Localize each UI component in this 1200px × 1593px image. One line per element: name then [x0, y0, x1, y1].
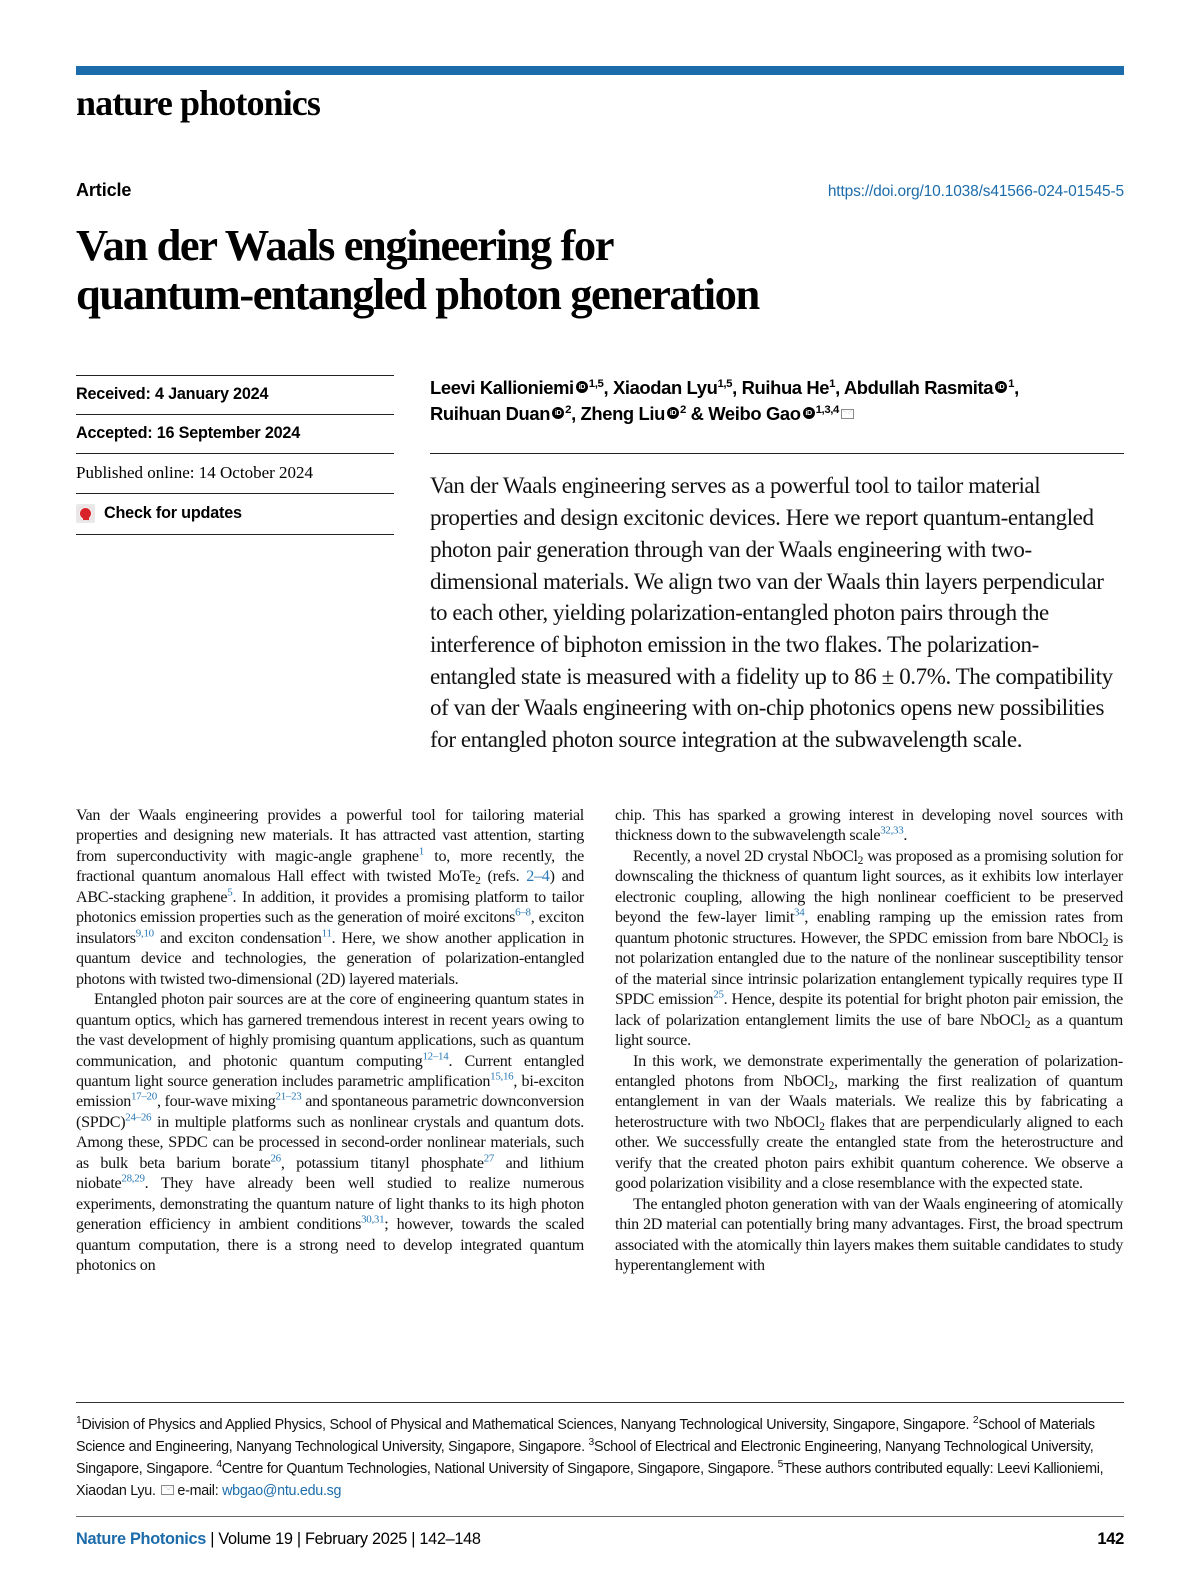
text-run: , four-wave mixing: [156, 1093, 276, 1111]
text-run: Recently, a novel 2D crystal NbOCl: [633, 847, 858, 865]
footer-journal-name: Nature Photonics: [76, 1530, 206, 1548]
body-column-right: [615, 806, 1123, 1277]
text-run: and exciton condensation: [153, 929, 322, 947]
reference-marker[interactable]: 15,16: [490, 1070, 514, 1083]
text-run: .: [903, 827, 908, 845]
text-run: to, more recently, the fractional quantum anomalous Hall effect with twisted MoTe: [76, 847, 584, 886]
abstract-divider: [430, 453, 1124, 454]
footer-citation: [76, 1530, 481, 1549]
reference-marker[interactable]: 26: [270, 1152, 281, 1165]
text-run: in multiple platforms such as nonlinear crystals and quantum dots. Among these, SPDC can be processed in second-order nonlinear materials, such as bulk beta barium borate: [76, 1113, 584, 1172]
reference-marker[interactable]: 5: [227, 886, 233, 899]
reference-marker[interactable]: 28,29: [121, 1173, 145, 1185]
text-run: as a quantum light source.: [615, 1011, 1123, 1050]
text-run: and lithium niobate: [76, 1154, 585, 1193]
email-envelope-icon: [161, 1485, 174, 1495]
email-label: e-mail:: [177, 1483, 223, 1500]
text-run: , enabling ramping up the emission rates from quantum photonic structures. However, the SPDC emission from bare NbOCl: [615, 909, 1123, 947]
article-header-row: [76, 180, 1124, 201]
reference-marker[interactable]: 34: [794, 906, 805, 919]
text-run: In this work, we demonstrate experimentally the generation of polarization-entangled photons from NbOCl: [615, 1052, 1123, 1091]
reference-marker[interactable]: 9,10: [135, 927, 154, 940]
page-footer: [76, 1516, 1124, 1549]
orcid-icon[interactable]: [667, 407, 679, 419]
journal-masthead: nature photonics: [76, 83, 320, 123]
subscript: 2: [828, 1078, 834, 1092]
title-line-2: quantum-entangled photon generation: [76, 269, 759, 320]
author-affil-marker: 1,3,4: [815, 403, 840, 416]
paragraph: [615, 806, 1123, 847]
published-date: Published online: 14 October 2024: [76, 453, 394, 493]
author-affil-marker: 1: [829, 377, 836, 390]
authors-abstract-panel: [430, 375, 1124, 756]
orcid-icon[interactable]: [576, 381, 588, 393]
text-run: was proposed as a promising solution for downscaling the thickness of quantum light sources, as it exhibits low interlayer electronic coupling, allowing the high nonlinear coefficient to be preserved beyond the few-layer limit: [615, 847, 1123, 927]
reference-marker[interactable]: 11: [321, 927, 332, 940]
footer-divider: [76, 1516, 1124, 1517]
paragraph: [615, 847, 1123, 1052]
text-run: chip. This has sparked a growing interest in developing novel sources with thickness down to the subwavelength scale: [615, 806, 1123, 845]
text-run: . Here, we show another application in quantum device and technologies, the generation of polarization-entangled photons with twisted two-dimensional (2D) layered materials.: [76, 929, 584, 988]
author-name: , Zheng Liu: [571, 402, 665, 424]
body-columns: [76, 806, 1124, 1277]
affiliations-text: [76, 1414, 1124, 1502]
text-run: . Hence, despite its potential for bright photon pair emission, the lack of polarization entanglement limits the use of bare NbOCl: [615, 991, 1123, 1029]
page-number: 142: [1097, 1530, 1124, 1548]
check-for-updates-label: Check for updates: [104, 503, 242, 522]
text-run: is not polarization entangled due to the nature of the nonlinear susceptibility tensor of the material since intrinsic polarization entanglement typically requires type II SPDC emission: [615, 929, 1124, 1009]
author-affil-marker: 2: [565, 403, 572, 416]
affiliation-marker: 3: [588, 1437, 594, 1449]
author-affil-marker: 2: [679, 403, 686, 416]
text-run: . In addition, it provides a promising platform to tailor photonics emission properties such as the generation of moiré excitons: [76, 888, 584, 927]
article-type-label: Article: [76, 180, 132, 200]
author-name: Leevi Kallioniemi: [430, 376, 574, 398]
text-run: ) and ABC-stacking graphene: [76, 868, 584, 906]
received-date: Received: 4 January 2024: [76, 375, 394, 414]
author-affil-marker: 1,5: [717, 377, 733, 390]
accepted-date: Accepted: 16 September 2024: [76, 414, 394, 453]
subscript: 2: [475, 874, 481, 888]
reference-marker[interactable]: 24–26: [125, 1111, 152, 1124]
text-run: Entangled photon pair sources are at the core of engineering quantum states in quantum optics, which has garnered tremendous interest in recent years owing to the vast development of highly promising quantum applications, such as quantum communication, and photonic quantum computing: [76, 991, 584, 1070]
text-run: , exciton insulators: [76, 909, 584, 947]
corresponding-author-envelope-icon[interactable]: [841, 409, 854, 419]
body-column-left: [76, 806, 584, 1277]
affiliation-marker: 4: [216, 1459, 222, 1471]
article-history-panel: [76, 375, 394, 756]
reference-marker[interactable]: 17–20: [130, 1091, 157, 1104]
paragraph: [615, 1195, 1123, 1277]
subscript: 2: [1102, 935, 1109, 949]
reference-marker[interactable]: 1: [418, 845, 424, 858]
affiliation-entry: Division of Physics and Applied Physics, School of Physical and Mathematical Sciences, Nanyang Technological University, Singapore, Singapore.: [81, 1417, 973, 1433]
author-affil-marker: 1: [1008, 377, 1015, 390]
orcid-icon[interactable]: [552, 407, 564, 419]
affiliation-marker: 5: [777, 1459, 784, 1471]
affiliation-marker: 1: [76, 1415, 82, 1427]
orcid-icon[interactable]: [995, 381, 1007, 393]
crossmark-icon: [76, 504, 95, 523]
affiliation-entry: School of Materials Science and Engineering, Nanyang Technological University, Singapore, Singapore.: [76, 1417, 1095, 1456]
paragraph: [76, 990, 584, 1277]
subscript: 2: [819, 1119, 825, 1133]
affiliations-region: [76, 1402, 1124, 1502]
page-title: [76, 221, 1076, 320]
doi-link[interactable]: https://doi.org/10.1038/s41566-024-01545-5: [827, 183, 1124, 200]
affiliation-marker: 2: [972, 1415, 979, 1427]
paragraph: [76, 806, 584, 990]
text-run: . They have already been well studied to realize numerous experiments, demonstrating the quantum nature of light thanks to its high photon generation efficiency in ambient conditions: [76, 1175, 584, 1234]
text-run: The entangled photon generation with van der Waals engineering of atomically thin 2D material can potentially bring many advantages. First, the broad spectrum associated with the atomically thin layers makes them suitable candidates to study hyperentanglement with: [615, 1195, 1123, 1275]
reference-marker[interactable]: 6–8: [515, 906, 531, 919]
author-name: Ruihuan Duan: [430, 402, 551, 424]
text-run: ; however, towards the scaled quantum computation, there is a strong need to develop integrated quantum photonics on: [76, 1216, 584, 1275]
page-content: [76, 0, 1124, 1277]
subscript: 2: [1024, 1017, 1031, 1031]
affiliation-entry: Centre for Quantum Technologies, National University of Singapore, Singapore, Singapore.: [221, 1461, 778, 1478]
author-name: , Abdullah Rasmita: [835, 376, 994, 398]
author-list: [430, 375, 1124, 431]
author-name: , Ruihua He: [732, 376, 830, 398]
author-list-separator: ,: [1014, 376, 1019, 398]
reference-marker[interactable]: 27: [483, 1152, 495, 1165]
author-name: , Xiaodan Lyu: [603, 376, 718, 398]
text-run: , potassium titanyl phosphate: [280, 1154, 484, 1172]
reference-marker[interactable]: 12–14: [422, 1050, 449, 1063]
reference-marker[interactable]: 32,33: [880, 825, 904, 838]
title-line-1: Van der Waals engineering for: [76, 220, 614, 270]
author-affil-marker: 1,5: [588, 377, 604, 390]
equal-contribution-note: These authors contributed equally: Leevi Kallioniemi, Xiaodan Lyu.: [76, 1461, 1104, 1500]
brand-bar: [76, 66, 1124, 75]
affiliations-divider: [76, 1402, 1124, 1403]
text-run: . Current entangled quantum light source generation includes parametric amplification: [76, 1052, 584, 1091]
check-for-updates-button[interactable]: [76, 493, 394, 535]
text-run: , bi-exciton emission: [76, 1073, 584, 1111]
text-run: flakes that are perpendicularly aligned to each other. We successfully create the entangled state from the heterostructure and verify that the created photon pairs exhibit quantum coherence. We observe a good polarization visibility and a close resemblance with the expected state.: [615, 1113, 1124, 1193]
reference-marker[interactable]: 2–4: [526, 868, 550, 886]
reference-marker[interactable]: 30,31: [361, 1213, 385, 1226]
footer-row: [76, 1530, 1124, 1549]
paragraph: [615, 1052, 1123, 1195]
orcid-icon[interactable]: [803, 407, 815, 419]
meta-abstract-region: [76, 375, 1124, 756]
subscript: 2: [857, 853, 864, 867]
reference-marker[interactable]: 25: [713, 988, 724, 1001]
text-run: and spontaneous parametric downconversion (SPDC): [76, 1093, 585, 1131]
abstract-text: Van der Waals engineering serves as a powerful tool to tailor material properties and design excitonic devices. Here we report quantum-entangled photon pair generation through van der Waals engineering with two-dimensional materials. We align two van der Waals thin layers perpendicular to each other, yielding polarization-entangled photon pairs through the interference of biphoton emission in the two flakes. The polarization-entangled state is measured with a fidelity up to 86 ± 0.7%. The compatibility of van der Waals engineering with on-chip photonics opens new possibilities for entangled photon source integration at the subwavelength scale.: [430, 473, 1113, 753]
affiliation-entry: School of Electrical and Electronic Engineering, Nanyang Technological University, Singapore, Singapore.: [76, 1439, 1094, 1478]
text-run: (refs.: [480, 868, 527, 886]
reference-marker[interactable]: 21–23: [275, 1091, 302, 1104]
author-name: & Weibo Gao: [685, 402, 801, 424]
footer-volume-info: | Volume 19 | February 2025 | 142–148: [206, 1530, 481, 1548]
text-run: , marking the first realization of quantum entanglement in van der Waals materials. We realize this by fabricating a heterostructure with two NbOCl: [615, 1073, 1123, 1131]
text-run: Van der Waals engineering provides a powerful tool for tailoring material properties and designing new materials. It has attracted vast attention, starting from superconductivity with magic-angle graphene: [76, 806, 584, 865]
corresponding-email-link[interactable]: wbgao@ntu.edu.sg: [222, 1483, 342, 1500]
